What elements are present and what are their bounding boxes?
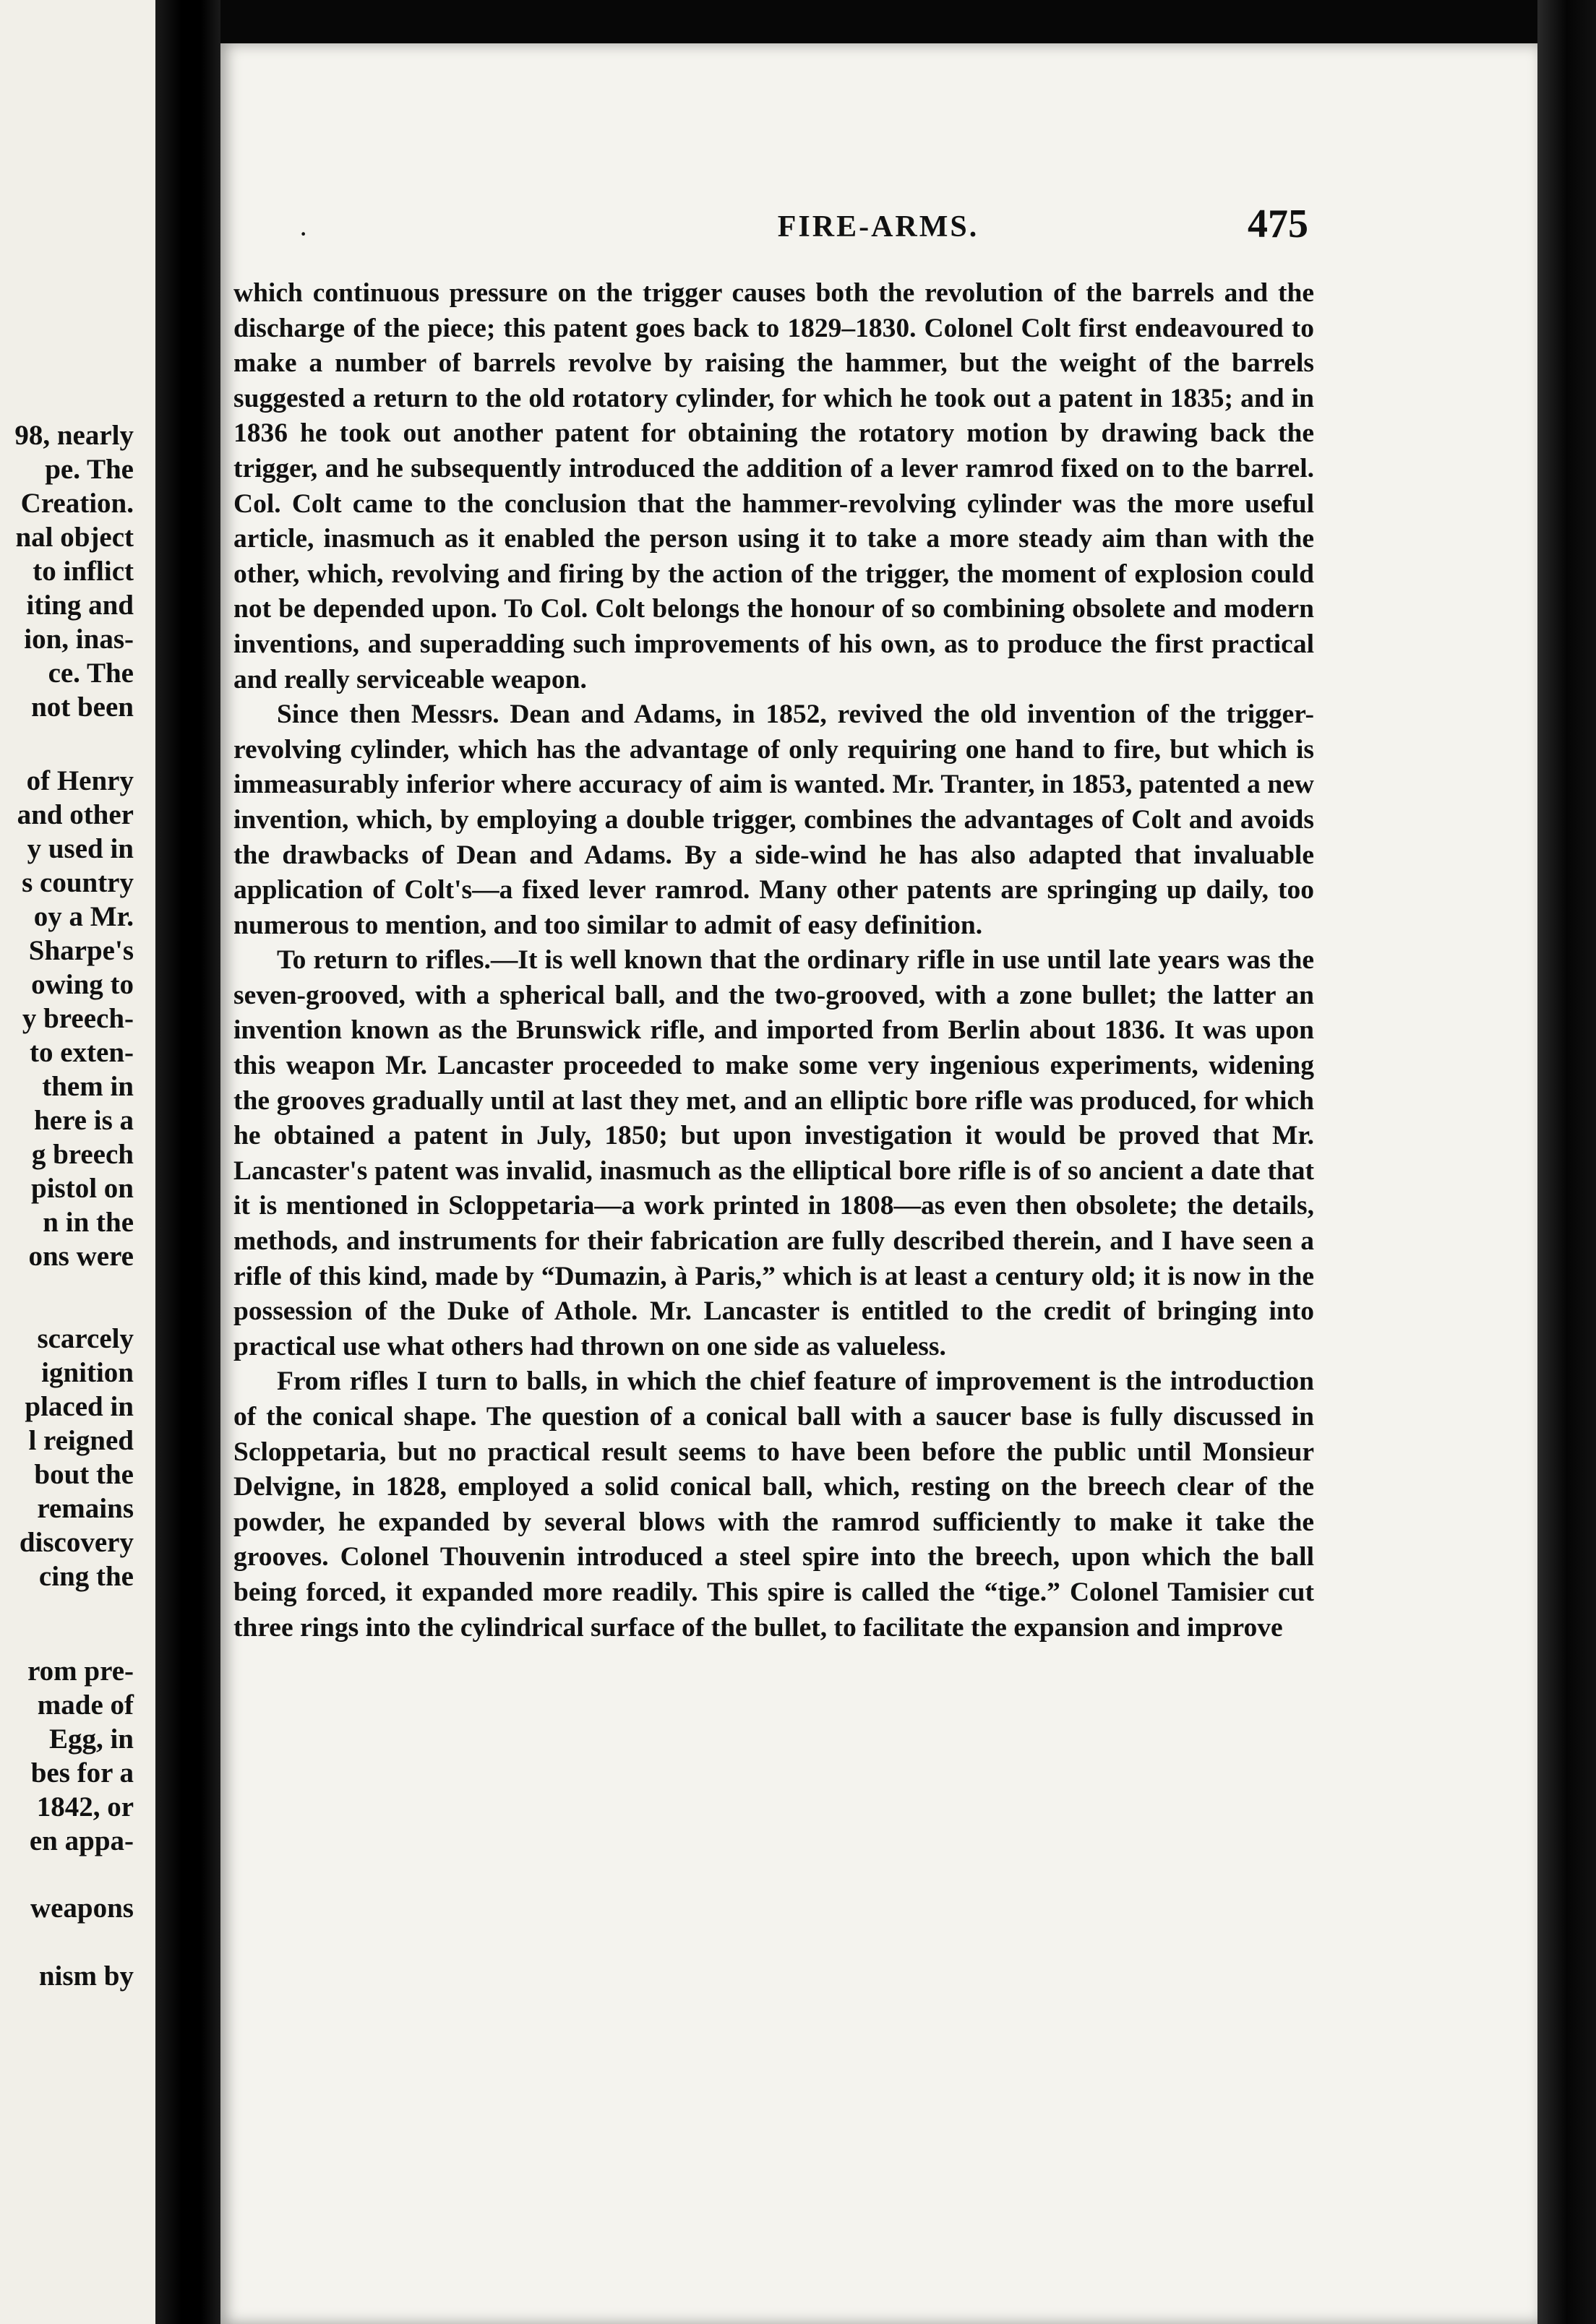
header-mark: · [299, 218, 309, 250]
facing-line: rom pre- [27, 1656, 134, 1687]
facing-line: to exten- [29, 1037, 134, 1068]
facing-line: here is a [34, 1105, 134, 1136]
facing-line: to inflict [33, 556, 134, 587]
facing-line: Egg, in [48, 1723, 134, 1755]
facing-line: ce. The [48, 658, 134, 689]
facing-line: of Henry [26, 765, 134, 796]
facing-line: made of [37, 1690, 134, 1721]
facing-line: weapons [30, 1893, 134, 1924]
facing-line: discovery [19, 1527, 134, 1558]
running-head: FIRE-ARMS. [777, 210, 979, 244]
facing-line: and other [17, 799, 134, 830]
facing-line: ignition [41, 1357, 134, 1388]
facing-line: them in [42, 1071, 134, 1102]
facing-line: en appa- [29, 1825, 134, 1856]
facing-line: g breech [31, 1139, 134, 1170]
facing-line: nal object [15, 522, 134, 553]
facing-line: bes for a [30, 1757, 134, 1789]
facing-line: ion, inas- [24, 624, 134, 655]
facing-line: y breech- [22, 1003, 134, 1034]
page-number: 475 [1248, 202, 1308, 246]
facing-line: y used in [27, 833, 134, 864]
facing-line: remains [37, 1493, 134, 1524]
scan-border-right [1537, 0, 1596, 2324]
paragraph: To return to rifles.—It is well known that the ordinary rifle in use until late years was the seven-grooved, with a spherical ball, and the two-grooved, with a zone bullet; the latter an invention known as the Brunswick rifle, and imported from Berlin about 1836. It was upon this weapon Mr. Lancaster proceeded to make some very ingenious experiments, widening the grooves gradually until at last they met, and an elliptic bore rifle was produced, for which he obtained a patent in July, 1850; but upon investigation it would be proved that Mr. Lancaster's patent was invalid, inasmuch as the elliptical bore rifle is of so ancient a date that it is mentioned in Scloppetaria—a work printed in 1808—as even then obsolete; the details, methods, and instruments for their fabrication are fully described therein, and I have seen a rifle of this kind, made by “Dumazin, à Paris,” which is at least a century old; it is now in the possession of the Duke of Athole. Mr. Lancaster is entitled to the credit of bringing into practical use what others had thrown on one side as valueless. [233, 945, 1314, 1361]
facing-line: l reigned [28, 1425, 134, 1456]
facing-line: cing the [38, 1561, 134, 1592]
facing-line: placed in [25, 1391, 134, 1422]
facing-line: n in the [43, 1207, 134, 1238]
paragraph: From rifles I turn to balls, in which the chief feature of improvement is the introduction of the conical shape. The question of a conical ball with a saucer base is fully discussed in Scloppetaria, but no practical result seems to have been before the public until Monsieur Delvigne, in 1828, employed a solid conical ball, which, resting on the breech clear of the powder, he expanded by several blows with the ramrod sufficiently to make it take the grooves. Colonel Thouvenin introduced a steel spire into the breech, upon which the ball being forced, it expanded more readily. This spire is called the “tige.” Colonel Tamisier cut three rings into the cylindrical surface of the bullet, to facilitate the expansion and improve [233, 1367, 1314, 1643]
facing-line: s country [22, 867, 134, 898]
facing-line: pe. The [45, 454, 134, 485]
facing-line: nism by [38, 1961, 134, 1992]
facing-line: ons were [28, 1241, 134, 1272]
facing-line: scarcely [37, 1323, 134, 1354]
facing-line: pistol on [31, 1173, 134, 1204]
paragraph: Since then Messrs. Dean and Adams, in 1852, revived the old invention of the trigger-revolving cylinder, which has the advantage of only requiring one hand to fire, but which is immeasurably inferior where accuracy of aim is wanted. Mr. Tranter, in 1853, patented a new invention, which, by employing a double trigger, combines the advantages of Colt and avoids the drawbacks of Dean and Adams. By a side-wind he has also adapted that invaluable application of Colt's—a fixed lever ramrod. Many other patents are springing up daily, too numerous to mention, and too similar to admit of easy definition. [233, 700, 1314, 940]
facing-page-fragment [0, 0, 155, 2324]
book-page [220, 43, 1537, 2324]
facing-line: not been [31, 692, 134, 723]
facing-line: iting and [26, 590, 134, 621]
facing-line: Creation. [20, 488, 134, 519]
facing-line: 1842, or [36, 1791, 134, 1822]
facing-line: bout the [34, 1459, 134, 1490]
scan-border-top [0, 0, 1596, 43]
paragraph: which continuous pressure on the trigger causes both the revolution of the barrels and the discharge of the piece; this patent goes back to 1829–1830. Colonel Colt first endeavoured to make a number of barrels revolve by raising the hammer, but the weight of the barrels suggested a return to the old rotatory cylinder, for which he took out a patent in 1835; and in 1836 he took out another patent for obtaining the rotatory motion by drawing back the trigger, and he subsequently introduced the addition of a lever ramrod fixed on to the barrel. Col. Colt came to the conclusion that the hammer-revolving cylinder was the more useful article, inasmuch as it enabled the person using it to take a more steady aim than with the other, which, revolving and firing by the action of the trigger, the moment of explosion could not be depended upon. To Col. Colt belongs the honour of so combining obsolete and modern inventions, and superadding such improvements of his own, as to produce the first practical and really serviceable weapon. [233, 278, 1314, 694]
facing-line: 98, nearly [14, 420, 134, 451]
page-header [220, 201, 1537, 251]
facing-line: oy a Mr. [33, 901, 134, 932]
book-gutter [155, 0, 220, 2324]
facing-line: owing to [31, 969, 134, 1000]
facing-line: Sharpe's [28, 935, 134, 966]
body-text [233, 276, 1314, 1645]
